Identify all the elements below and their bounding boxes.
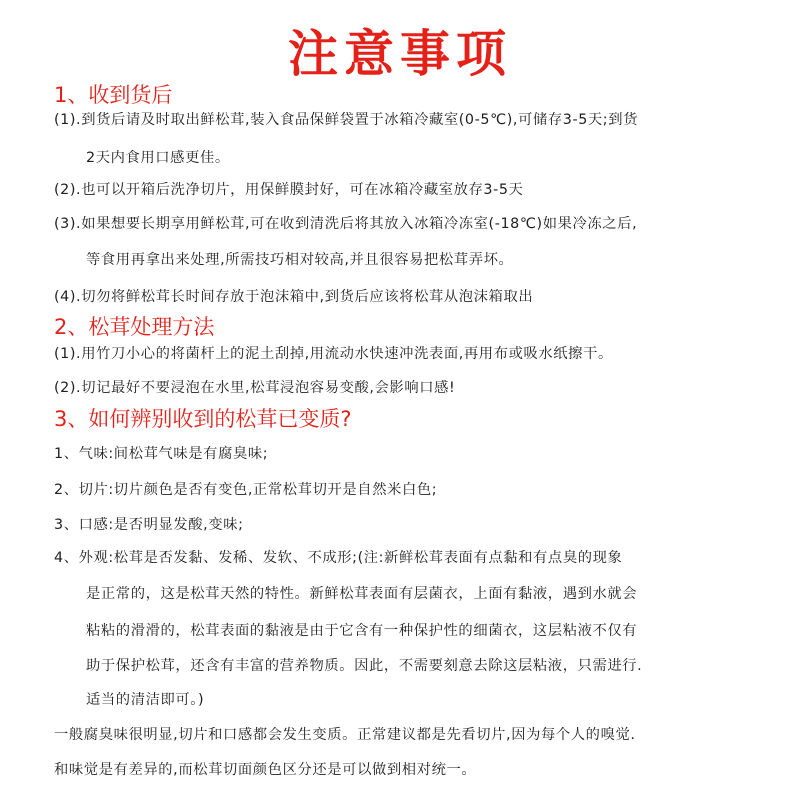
text-line: 2、切片:切片颜色是否有变色,正常松茸切开是自然米白色; xyxy=(54,482,438,498)
text-line: (3).如果想要长期享用鲜松茸,可在收到清洗后将其放入冰箱冷冻室(-18℃)如果冷冻之后, xyxy=(54,216,638,232)
text-line: (1).用竹刀小心的将菌杆上的泥土刮掉,用流动水快速冲洗表面,再用布或吸水纸擦干。 xyxy=(54,346,613,362)
text-line: 和味觉是有差异的,而松茸切面颜色区分还是可以做到相对统一。 xyxy=(54,762,477,778)
text-line: 是正常的，这是松茸天然的特性。新鲜松茸表面有层菌衣，上面有黏液，遇到水就会 xyxy=(86,586,638,602)
text-line: 等食用再拿出来处理,所需技巧相对较高,并且很容易把松茸弄坏。 xyxy=(86,252,514,268)
text-line: (4).切勿将鲜松茸长时间存放于泡沫箱中,到货后应该将松茸从泡沫箱取出 xyxy=(54,289,534,305)
text-line: (2).也可以开箱后洗净切片，用保鲜膜封好，可在冰箱冷藏室放存3-5天 xyxy=(54,182,524,198)
text-line: (2).切记最好不要浸泡在水里,松茸浸泡容易变酸,会影响口感! xyxy=(54,380,456,396)
text-line: 2天内食用口感更佳。 xyxy=(86,150,230,166)
section-heading-receipt: 1、收到货后 xyxy=(54,83,173,107)
text-line: (1).到货后请及时取出鲜松茸,装入食品保鲜袋置于冰箱冷藏室(0-5℃),可储存3-5天;到货 xyxy=(54,112,639,128)
text-line: 一般腐臭味很明显,切片和口感都会发生变质。正常建议都是先看切片,因为每个人的嗅觉. xyxy=(54,727,636,743)
section-heading-handling: 2、松茸处理方法 xyxy=(54,315,215,339)
text-line: 助于保护松茸，还含有丰富的营养物质。因此，不需要刻意去除这层粘液，只需进行. xyxy=(86,658,643,674)
text-line: 1、气味:间松茸气味是有腐臭味; xyxy=(54,446,269,462)
text-line: 适当的清洁即可。) xyxy=(86,692,205,708)
page-title: 注意事项 xyxy=(288,25,512,83)
text-line: 3、口感:是否明显发酸,变味; xyxy=(54,517,244,533)
text-line: 粘粘的滑滑的，松茸表面的黏液是由于它含有一种保护性的细菌衣，这层粘液不仅有 xyxy=(86,623,638,639)
text-line: 4、外观:松茸是否发黏、发稀、发软、不成形;(注:新鲜松茸表面有点黏和有点臭的现象 xyxy=(54,550,623,566)
section-heading-spoilage: 3、如何辨别收到的松茸已变质? xyxy=(54,407,352,431)
